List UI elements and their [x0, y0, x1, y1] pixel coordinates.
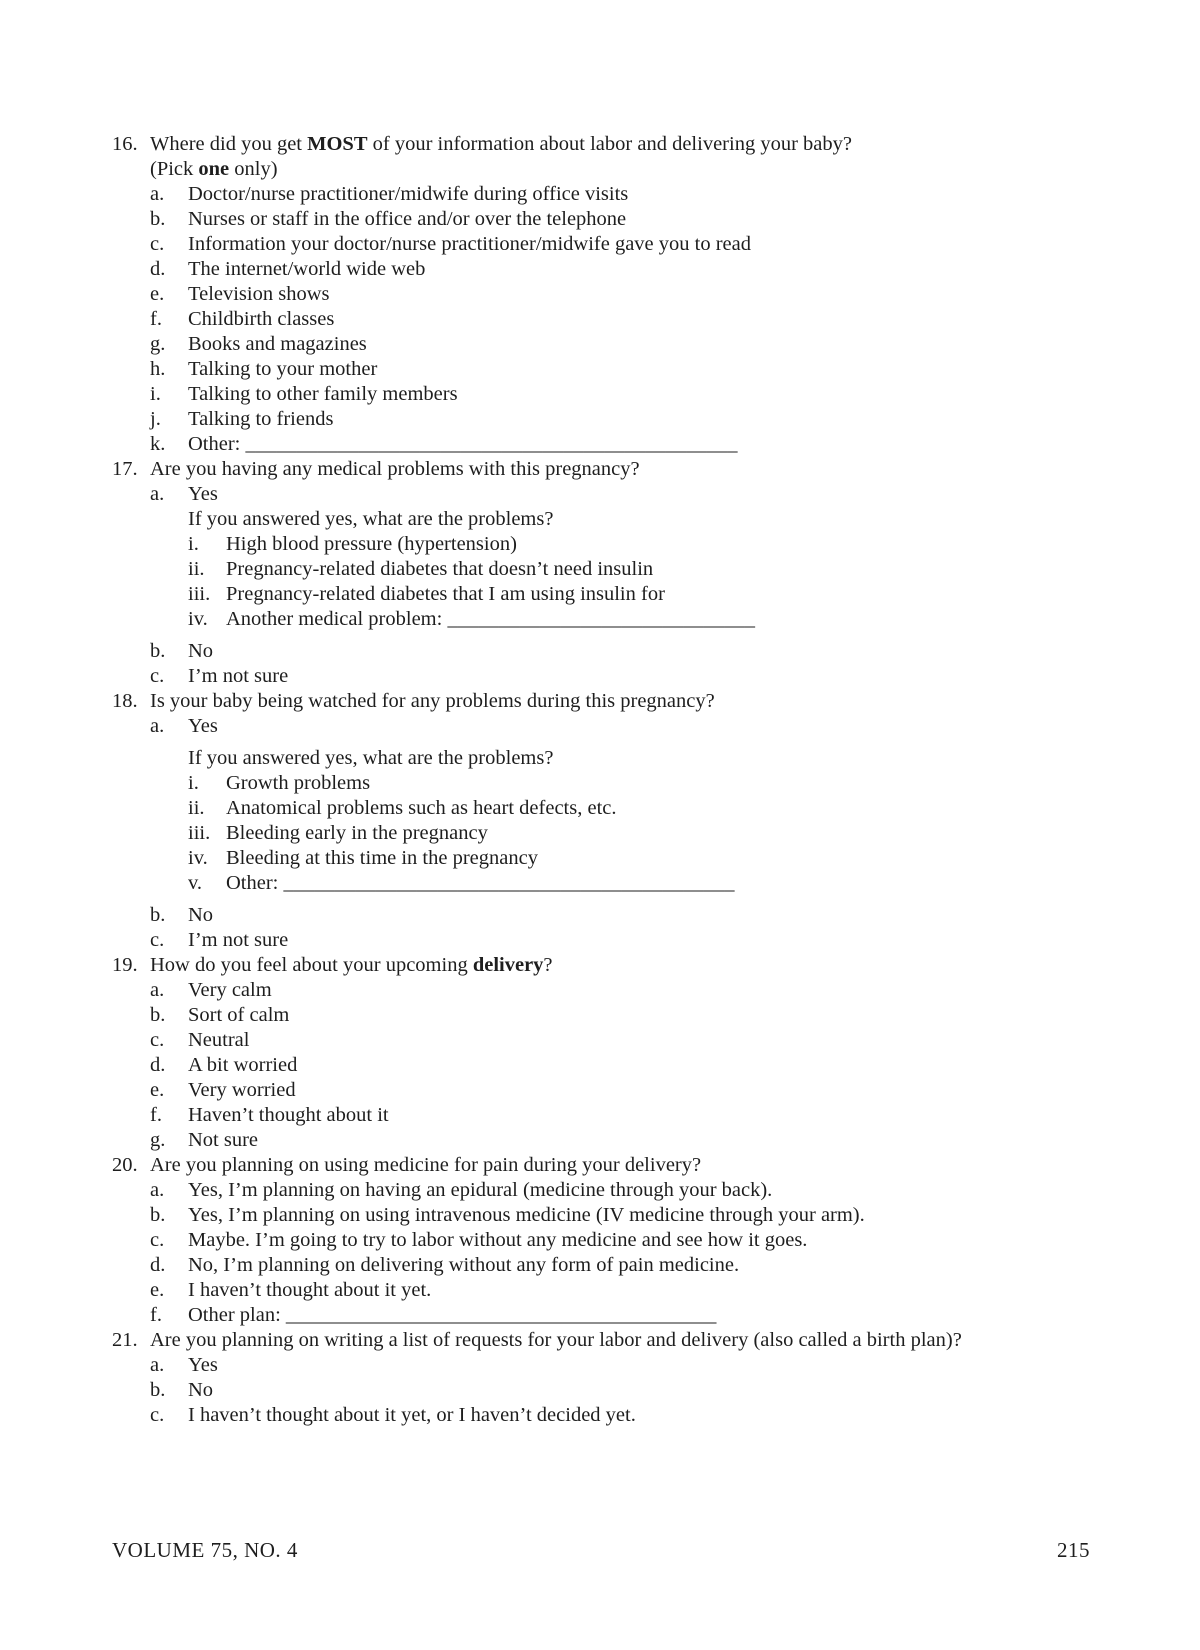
- option-text: Haven’t thought about it: [188, 1104, 389, 1126]
- option-letter: b.: [150, 1379, 166, 1401]
- answer-option[interactable]: [112, 1003, 1112, 1028]
- option-text: No, I’m planning on delivering without any form of pain medicine.: [188, 1254, 740, 1276]
- option-text: Television shows: [188, 283, 330, 305]
- option-text: No: [188, 1379, 214, 1401]
- question-number: 19.: [112, 954, 138, 976]
- option-text: Information your doctor/nurse practitioner/midwife gave you to read: [188, 233, 751, 255]
- option-text: Yes, I’m planning on using intravenous medicine (IV medicine through your arm).: [188, 1204, 865, 1226]
- option-list: [112, 978, 1112, 1153]
- option-letter: f.: [150, 308, 162, 330]
- sub-option-list: [112, 532, 1112, 632]
- sub-option[interactable]: [112, 607, 1112, 632]
- option-letter: b.: [150, 640, 166, 662]
- sub-option-numeral: ii.: [188, 797, 205, 819]
- option-letter: b.: [150, 904, 166, 926]
- question-number: 16.: [112, 133, 138, 155]
- sub-option-text: High blood pressure (hypertension): [226, 533, 517, 555]
- answer-option[interactable]: [112, 1253, 1112, 1278]
- option-text: Childbirth classes: [188, 308, 335, 330]
- answer-option[interactable]: [112, 282, 1112, 307]
- option-letter: b.: [150, 1004, 166, 1026]
- option-letter: c.: [150, 665, 165, 687]
- sub-option[interactable]: [112, 582, 1112, 607]
- option-text: I’m not sure: [188, 929, 289, 951]
- question-text: Are you planning on writing a list of requests for your labor and delivery (also called a birth plan)?: [150, 1329, 962, 1351]
- option-text: Books and magazines: [188, 333, 367, 355]
- sub-option-numeral: i.: [188, 772, 199, 794]
- answer-option[interactable]: [112, 928, 1112, 953]
- answer-option[interactable]: [112, 1203, 1112, 1228]
- option-text: The internet/world wide web: [188, 258, 426, 280]
- option-list: [112, 639, 1112, 689]
- option-letter: e.: [150, 1079, 165, 1101]
- option-text: I’m not sure: [188, 665, 289, 687]
- option-text: Other: ________________________________________________: [188, 433, 738, 455]
- question-19: [112, 953, 1112, 1153]
- questionnaire: [112, 132, 1112, 1428]
- sub-option-numeral: iv.: [188, 608, 208, 630]
- question-text: Is your baby being watched for any problems during this pregnancy?: [150, 690, 715, 712]
- option-text: Sort of calm: [188, 1004, 290, 1026]
- question-number: 21.: [112, 1329, 138, 1351]
- answer-option[interactable]: [112, 978, 1112, 1003]
- answer-option[interactable]: [112, 382, 1112, 407]
- option-text: Talking to other family members: [188, 383, 458, 405]
- answer-option[interactable]: [112, 1378, 1112, 1403]
- option-letter: f.: [150, 1104, 162, 1126]
- option-letter: f.: [150, 1304, 162, 1326]
- option-letter: d.: [150, 1254, 166, 1276]
- answer-option[interactable]: [112, 1278, 1112, 1303]
- journal-volume: VOLUME 75, NO. 4: [112, 1538, 298, 1562]
- page-number: 215: [1057, 1538, 1090, 1562]
- sub-option[interactable]: [112, 821, 1112, 846]
- option-letter: a.: [150, 183, 165, 205]
- sub-option[interactable]: [112, 796, 1112, 821]
- option-text: Very worried: [188, 1079, 296, 1101]
- answer-option[interactable]: [112, 432, 1112, 457]
- answer-option[interactable]: [112, 639, 1112, 664]
- option-letter: k.: [150, 433, 166, 455]
- sub-option-text: Other: ____________________________________________: [226, 872, 735, 894]
- sub-option-text: Bleeding early in the pregnancy: [226, 822, 488, 844]
- option-yes[interactable]: a. Yes: [150, 483, 218, 505]
- option-letter: c.: [150, 1029, 165, 1051]
- option-letter: g.: [150, 1129, 166, 1151]
- sub-option-text: Bleeding at this time in the pregnancy: [226, 847, 538, 869]
- sub-option-numeral: v.: [188, 872, 203, 894]
- answer-option[interactable]: [112, 1103, 1112, 1128]
- option-text: I haven’t thought about it yet.: [188, 1279, 432, 1301]
- option-letter: a.: [150, 1179, 165, 1201]
- question-number: 17.: [112, 458, 138, 480]
- option-text: No: [188, 904, 214, 926]
- sub-option-text: Anatomical problems such as heart defects, etc.: [226, 797, 617, 819]
- sub-option[interactable]: [112, 532, 1112, 557]
- answer-option[interactable]: [112, 232, 1112, 257]
- sub-option-text: Another medical problem: ______________________________: [226, 608, 755, 630]
- option-text: Very calm: [188, 979, 272, 1001]
- answer-option[interactable]: [112, 332, 1112, 357]
- option-letter: c.: [150, 1229, 165, 1251]
- option-text: Maybe. I’m going to try to labor without any medicine and see how it goes.: [188, 1229, 808, 1251]
- answer-option[interactable]: [112, 407, 1112, 432]
- answer-option[interactable]: [112, 357, 1112, 382]
- option-text: Other plan: __________________________________________: [188, 1304, 717, 1326]
- option-letter: b.: [150, 1204, 166, 1226]
- option-text: I haven’t thought about it yet, or I haven’t decided yet.: [188, 1404, 636, 1426]
- option-text: Not sure: [188, 1129, 259, 1151]
- answer-option[interactable]: [112, 1403, 1112, 1428]
- option-list: [112, 903, 1112, 953]
- question-21: [112, 1328, 1112, 1428]
- question-text: How do you feel about your upcoming delivery?: [150, 954, 553, 976]
- answer-option[interactable]: [112, 1303, 1112, 1328]
- option-yes[interactable]: a. Yes: [150, 715, 218, 737]
- sub-option-numeral: iv.: [188, 847, 208, 869]
- option-list: [112, 1353, 1112, 1428]
- answer-option[interactable]: [112, 1028, 1112, 1053]
- sub-option-numeral: iii.: [188, 583, 211, 605]
- followup-prompt: If you answered yes, what are the problems?: [188, 747, 554, 769]
- answer-option[interactable]: [112, 1228, 1112, 1253]
- option-text: Nurses or staff in the office and/or over the telephone: [188, 208, 627, 230]
- question-20: [112, 1153, 1112, 1328]
- followup-prompt: If you answered yes, what are the problems?: [188, 508, 554, 530]
- answer-option[interactable]: [112, 1178, 1112, 1203]
- answer-option[interactable]: [112, 257, 1112, 282]
- question-text: Are you planning on using medicine for pain during your delivery?: [150, 1154, 702, 1176]
- answer-option[interactable]: [112, 1353, 1112, 1378]
- option-letter: e.: [150, 283, 165, 305]
- answer-option[interactable]: [112, 307, 1112, 332]
- answer-option[interactable]: [112, 182, 1112, 207]
- option-text: Yes: [188, 1354, 218, 1376]
- option-text: Neutral: [188, 1029, 250, 1051]
- option-letter: i.: [150, 383, 161, 405]
- sub-option[interactable]: [112, 771, 1112, 796]
- option-letter: c.: [150, 929, 165, 951]
- question-18: [112, 689, 1112, 953]
- option-letter: b.: [150, 208, 166, 230]
- sub-option-numeral: ii.: [188, 558, 205, 580]
- option-letter: g.: [150, 333, 166, 355]
- question-number: 18.: [112, 690, 138, 712]
- sub-option-numeral: iii.: [188, 822, 211, 844]
- question-text: Where did you get MOST of your information about labor and delivering your baby?: [150, 133, 852, 155]
- sub-option-text: Pregnancy-related diabetes that doesn’t need insulin: [226, 558, 654, 580]
- answer-option[interactable]: [112, 1053, 1112, 1078]
- option-list: [112, 1178, 1112, 1328]
- option-text: A bit worried: [188, 1054, 298, 1076]
- option-letter: h.: [150, 358, 166, 380]
- option-text: Talking to your mother: [188, 358, 378, 380]
- answer-option[interactable]: [112, 903, 1112, 928]
- sub-option[interactable]: [112, 871, 1112, 896]
- question-number: 20.: [112, 1154, 138, 1176]
- option-letter: d.: [150, 1054, 166, 1076]
- question-16: [112, 132, 1112, 457]
- sub-option-numeral: i.: [188, 533, 199, 555]
- question-text: Are you having any medical problems with this pregnancy?: [150, 458, 640, 480]
- sub-option-text: Pregnancy-related diabetes that I am using insulin for: [226, 583, 665, 605]
- answer-option[interactable]: [112, 207, 1112, 232]
- sub-option-text: Growth problems: [226, 772, 371, 794]
- question-17: [112, 457, 1112, 689]
- option-list: [112, 182, 1112, 457]
- sub-option[interactable]: [112, 557, 1112, 582]
- option-letter: j.: [150, 408, 161, 430]
- answer-option[interactable]: [112, 664, 1112, 689]
- sub-option-list: [112, 771, 1112, 896]
- option-letter: e.: [150, 1279, 165, 1301]
- question-note: (Pick one only): [150, 158, 278, 180]
- option-text: Talking to friends: [188, 408, 334, 430]
- option-text: Doctor/nurse practitioner/midwife during office visits: [188, 183, 629, 205]
- option-letter: c.: [150, 233, 165, 255]
- sub-option[interactable]: [112, 846, 1112, 871]
- option-letter: a.: [150, 979, 165, 1001]
- option-text: No: [188, 640, 214, 662]
- option-text: Yes, I’m planning on having an epidural (medicine through your back).: [188, 1179, 773, 1201]
- option-letter: a.: [150, 1354, 165, 1376]
- option-letter: d.: [150, 258, 166, 280]
- answer-option[interactable]: [112, 1128, 1112, 1153]
- option-letter: c.: [150, 1404, 165, 1426]
- answer-option[interactable]: [112, 1078, 1112, 1103]
